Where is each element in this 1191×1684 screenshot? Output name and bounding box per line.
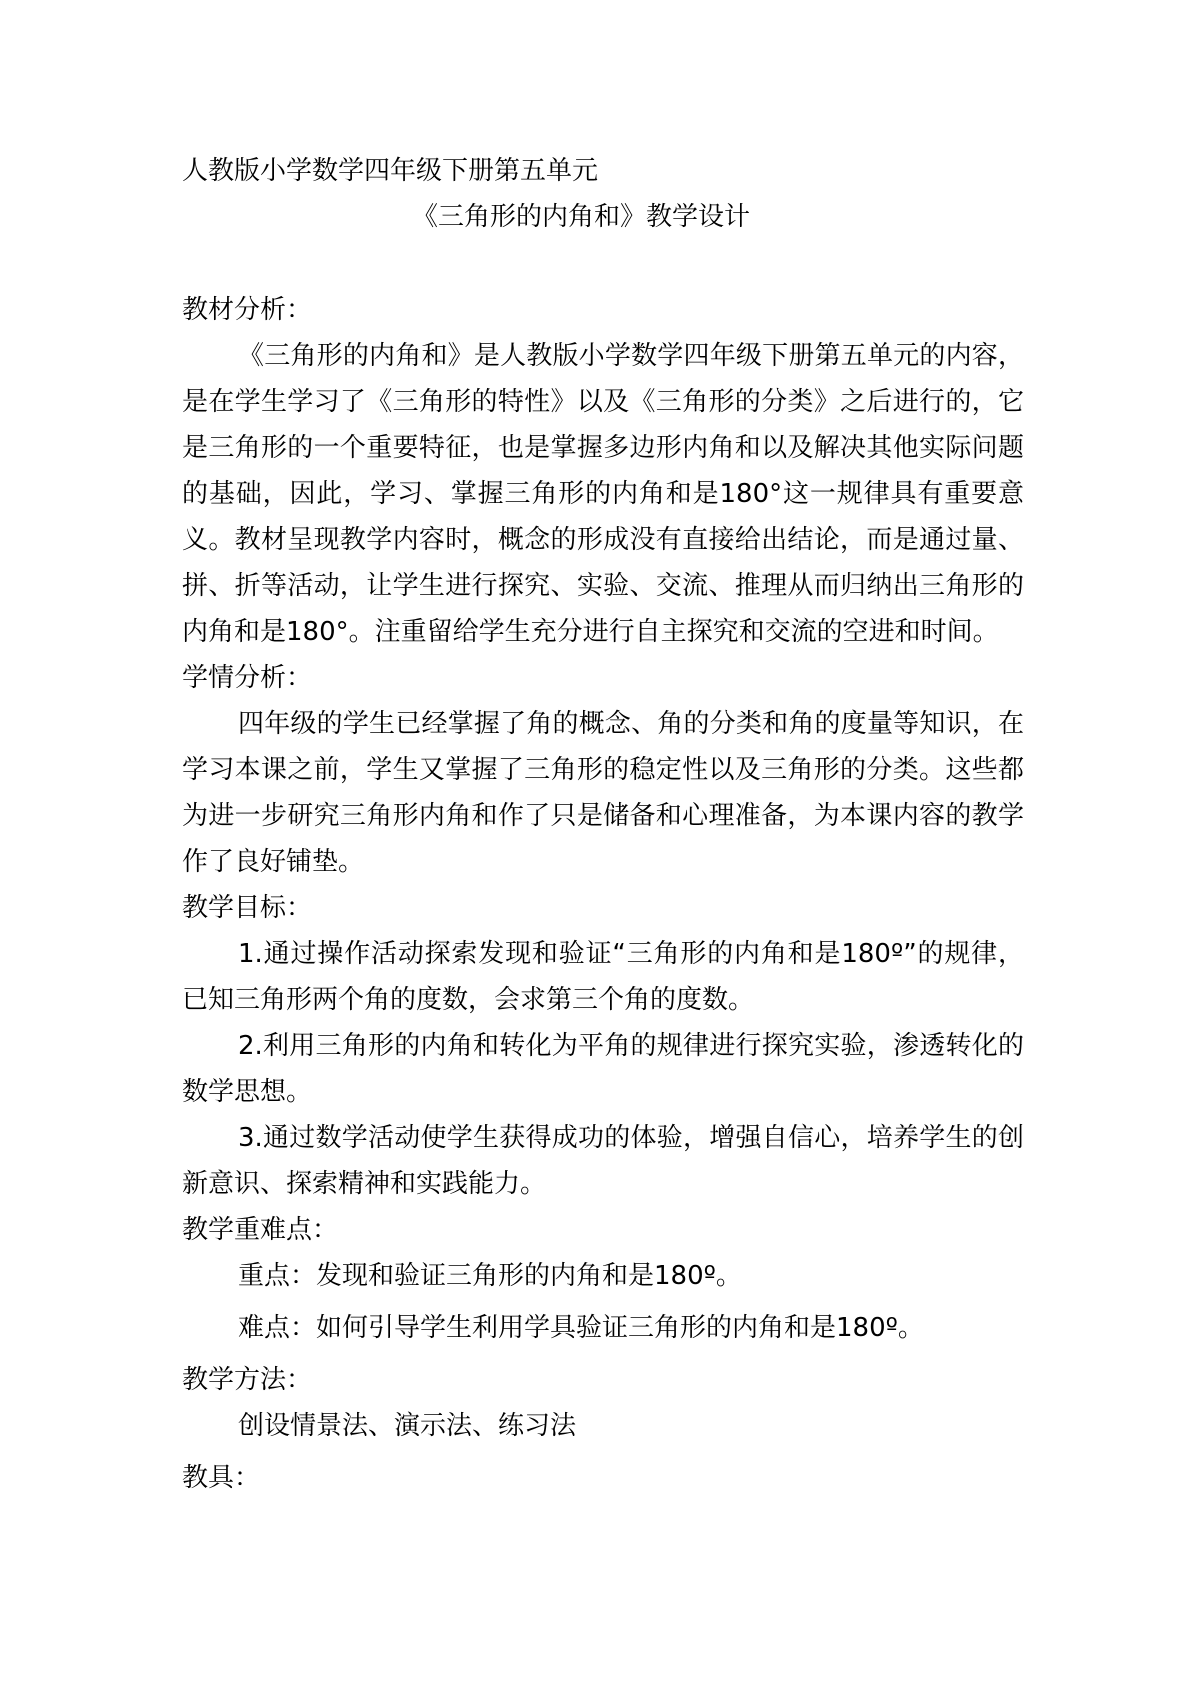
student-analysis-heading: 学情分析： <box>182 663 313 693</box>
materials-analysis-text: 《三角形的内角和》是人教版小学数学四年级下册第五单元的内容，是在学生学习了《三角形的特性》以及《三角形的分类》之后进行的，它是三角形的一个重要特征，也是掌握多边形内角和以及解决其他实际问题的基础，因此，学习、掌握三角形的内角和是180°这一规律具有重要意义。教材呈现教学内容时，概念的形成没有直接给出结论，而是通过量、拼、折等活动，让学生进行探究、实验、交流、推理从而归纳出三角形的内角和是180°。注重留给学生充分进行自主探究和交流的空进和时间。 <box>182 341 1024 647</box>
document-body <box>182 287 1024 1501</box>
tools-heading: 教具： <box>182 1463 261 1493</box>
objective-item: 1.通过操作活动探索发现和验证“三角形的内角和是180º”的规律，已知三角形两个角的度数，会求第三个角的度数。 <box>182 939 1024 1015</box>
student-analysis-text: 四年级的学生已经掌握了角的概念、角的分类和角的度量等知识，在学习本课之前，学生又掌握了三角形的稳定性以及三角形的分类。这些都为进一步研究三角形内角和作了只是储备和心理准备，为本课内容的教学作了良好铺垫。 <box>182 709 1024 877</box>
document-title-line1: 人教版小学数学四年级下册第五单元 <box>182 156 599 186</box>
objective-item: 2.利用三角形的内角和转化为平角的规律进行探究实验，渗透转化的数学思想。 <box>182 1031 1024 1107</box>
document-title-line2: 《三角形的内角和》教学设计 <box>412 202 751 232</box>
materials-analysis-heading: 教材分析： <box>182 295 313 325</box>
objective-item: 3.通过数学活动使学生获得成功的体验，增强自信心，培养学生的创新意识、探索精神和实践能力。 <box>182 1123 1024 1199</box>
objectives-heading: 教学目标： <box>182 893 313 923</box>
difficulty-text: 难点：如何引导学生利用学具验证三角形的内角和是180º。 <box>238 1313 924 1343</box>
methods-heading: 教学方法： <box>182 1365 313 1395</box>
methods-text: 创设情景法、演示法、练习法 <box>238 1411 577 1441</box>
key-point-text: 重点：发现和验证三角形的内角和是180º。 <box>238 1261 742 1291</box>
key-points-heading: 教学重难点： <box>182 1215 339 1245</box>
